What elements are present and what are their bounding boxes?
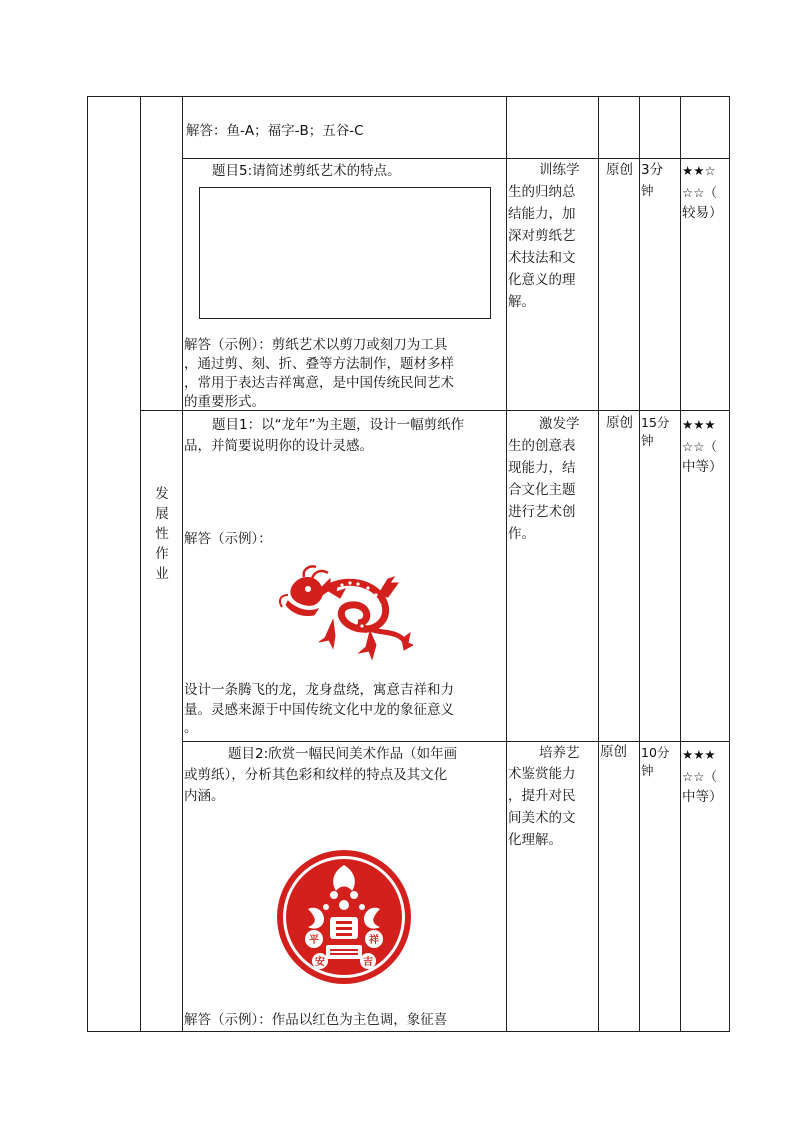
row2-difficulty-2: ☆☆（ <box>682 185 717 200</box>
row3-question-line-1: 题目1：以“龙年”为主题，设计一幅剪纸作 <box>212 417 465 433</box>
row3-goal-4: 合文化主题 <box>508 482 576 498</box>
col-border-1 <box>140 96 141 1032</box>
row3-goal-1: 激发学 <box>539 416 580 432</box>
row2-goal-2: 生的归纳总 <box>508 184 576 200</box>
row2-source: 原创 <box>606 162 633 178</box>
row3-answer-line-2: 量。灵感来源于中国传统文化中龙的象征意义 <box>184 702 454 718</box>
row4-difficulty-1: ★★★ <box>682 747 716 762</box>
row1-bottom-border <box>182 158 730 159</box>
row1-answer: 解答：鱼-A；福字-B；五谷-C <box>186 123 364 139</box>
col-border-6 <box>680 96 681 1032</box>
row4-time-1: 10分 <box>641 745 670 760</box>
row3-source: 原创 <box>606 415 633 431</box>
section-label <box>154 484 170 584</box>
row4-goal-3: ，提升对民 <box>508 788 576 804</box>
col-border-3 <box>506 96 507 1032</box>
table-bottom-border <box>87 1031 730 1032</box>
answer-box[interactable] <box>199 187 491 319</box>
row2-goal-7: 解。 <box>508 294 535 310</box>
row2-time-1: 3分 <box>641 162 664 178</box>
col-border-2 <box>182 96 183 1032</box>
row3-difficulty-3: 中等） <box>682 459 723 475</box>
row4-goal-5: 化理解。 <box>508 832 562 848</box>
row4-question-line-1: 题目2:欣赏一幅民间美术作品（如年画 <box>228 746 458 762</box>
row3-goal-3: 现能力，结 <box>508 460 576 476</box>
col-border-7 <box>729 96 730 1032</box>
row3-difficulty-2: ☆☆（ <box>682 439 717 454</box>
table-top-border <box>87 96 730 97</box>
row2-answer-line-4: 的重要形式。 <box>184 394 265 410</box>
papercut-char-1: 平 <box>309 935 319 946</box>
row4-question-line-3: 内涵。 <box>184 788 225 804</box>
row2-difficulty-3: 较易） <box>682 205 723 221</box>
row2-goal-6: 化意义的理 <box>508 272 576 288</box>
row3-goal-6: 作。 <box>508 526 535 542</box>
col-border-0 <box>87 96 88 1032</box>
row3-goal-5: 进行艺术创 <box>508 504 576 520</box>
section-label-text: 发展性作业 <box>155 486 169 582</box>
papercut-char-2: 安 <box>315 957 325 968</box>
row2-goal-5: 术技法和文 <box>508 250 576 266</box>
row3-goal-2: 生的创意表 <box>508 438 576 454</box>
row3-difficulty-1: ★★★ <box>682 417 716 432</box>
row3-bottom-border <box>182 741 730 742</box>
row4-difficulty-3: 中等） <box>682 789 723 805</box>
row4-question-line-2: 或剪纸），分析其色彩和纹样的特点及其文化 <box>184 767 448 783</box>
row3-answer-line-1: 设计一条腾飞的龙，龙身盘绕，寓意吉祥和力 <box>184 682 454 698</box>
row4-time-2: 钟 <box>641 763 654 778</box>
row2-goal-3: 结能力，加 <box>508 206 576 222</box>
row2-goal-1: 训练学 <box>539 162 580 178</box>
papercut-char-4: 祥 <box>369 935 379 946</box>
row4-goal-1: 培养艺 <box>539 745 580 761</box>
row4-goal-2: 术鉴赏能力 <box>508 766 576 782</box>
row2-question: 题目5:请简述剪纸艺术的特点。 <box>212 163 401 179</box>
round-papercut-icon <box>274 847 414 987</box>
row3-question-line-2: 品，并简要说明你的设计灵感。 <box>184 438 373 454</box>
row2-goal-4: 深对剪纸艺 <box>508 228 576 244</box>
row2-time-2: 钟 <box>641 183 654 198</box>
papercut-char-3: 吉 <box>363 957 373 968</box>
col-border-5 <box>639 96 640 1032</box>
folk-art-papercut-image <box>274 847 414 987</box>
row3-time-2: 钟 <box>641 433 654 448</box>
dragon-papercut-icon <box>278 565 413 665</box>
row4-difficulty-2: ☆☆（ <box>682 769 717 784</box>
row3-answer-line-3: 。 <box>184 720 198 736</box>
row3-answer-label: 解答（示例）： <box>184 531 272 547</box>
row2-answer-line-3: ，常用于表达吉祥寓意，是中国传统民间艺术 <box>184 375 454 391</box>
row2-answer-line-1: 解答（示例）：剪纸艺术以剪刀或刻刀为工具 <box>184 337 448 353</box>
col-border-4 <box>598 96 599 1032</box>
row4-source: 原创 <box>600 744 627 760</box>
row2-answer-line-2: ，通过剪、刻、折、叠等方法制作，题材多样 <box>184 356 454 372</box>
row3-time-1: 15分 <box>641 415 670 430</box>
row2-difficulty-1: ★★☆ <box>682 163 716 178</box>
row4-goal-4: 间美术的文 <box>508 810 576 826</box>
dragon-papercut-image <box>278 565 413 665</box>
row4-answer-line: 解答（示例）：作品以红色为主色调，象征喜 <box>184 1012 448 1028</box>
